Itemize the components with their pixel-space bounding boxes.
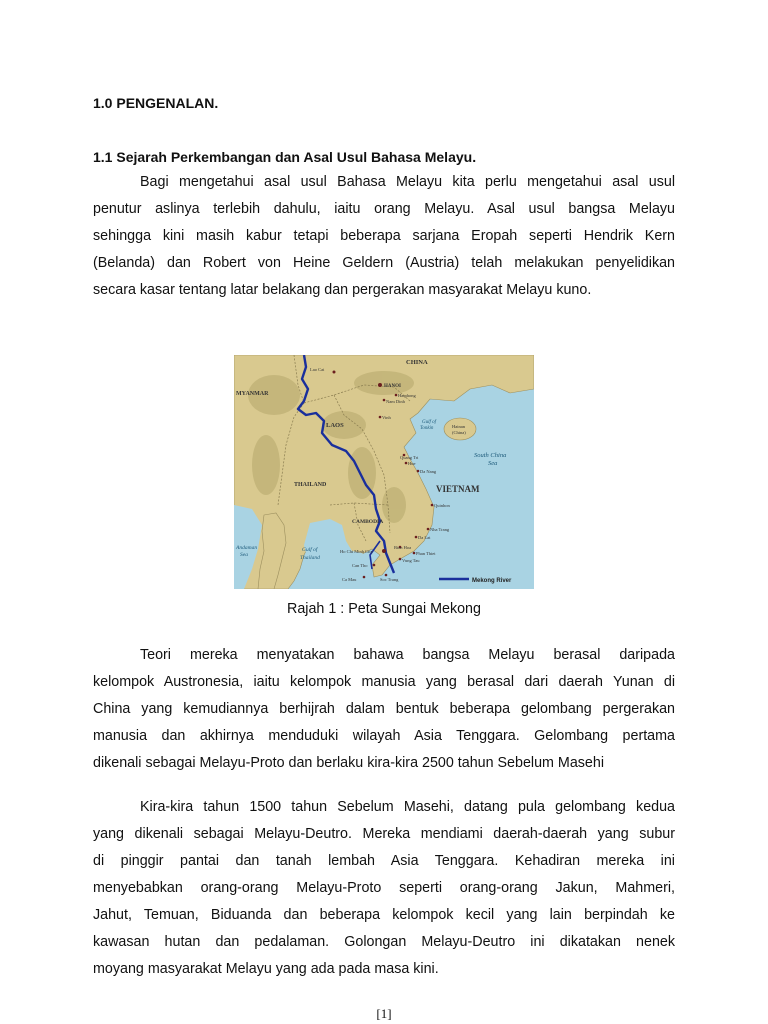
label-hainan-2: (China): [452, 430, 466, 435]
sub-heading: 1.1 Sejarah Perkembangan dan Asal Usul Bahasa Melayu.: [93, 149, 477, 165]
para1-line-1: Bagi mengetahui asal usul Bahasa Melayu kita perlu mengetahui asal usul: [140, 174, 675, 190]
para1-line-4: (Belanda) dan Robert von Heine Geldern (Austria) telah melakukan penyelidikan: [93, 255, 675, 271]
label-nam-dinh: Nam Dinh: [386, 399, 405, 404]
paragraph-3: [93, 794, 675, 983]
label-cambodia: CAMBODIA: [352, 519, 384, 525]
label-phan-thiet: Phan Thiet: [416, 551, 436, 556]
para3-line-1: Kira-kira tahun 1500 tahun Sebelum Masehi, datang pula gelombang kedua: [140, 799, 675, 815]
label-gulf-tonkin-1: Gulf of: [422, 420, 437, 425]
figure-caption: Rajah 1 : Peta Sungai Mekong: [287, 601, 481, 617]
label-south-china-sea-2: Sea: [488, 460, 498, 467]
para2-line-5: dikenali sebagai Melayu-Proto dan berlaku kira-kira 2500 tahun Sebelum Masehi: [93, 755, 605, 771]
para1-line-5: secara kasar tentang latar belakang dan pergerakan masyarakat Melayu kuno.: [93, 282, 592, 298]
para3-line-3: di pinggir pantai dan tanah lembah Asia Tenggara. Kehadiran mereka ini: [93, 853, 675, 869]
para2-line-3: China yang kemudiannya berhijrah dalam bentuk beberapa gelombang pergerakan: [93, 701, 675, 717]
label-nha-trang: Nha Trang: [430, 527, 450, 532]
paragraph-2: [93, 642, 675, 777]
label-vietnam: VIETNAM: [436, 484, 480, 494]
label-soc-trang: Soc Trang: [380, 577, 399, 582]
legend-label: Mekong River: [472, 578, 512, 584]
label-thailand: THAILAND: [294, 482, 327, 488]
para3-line-4: menyebabkan orang-orang Melayu-Proto seperti orang-orang Jakun, Mahmeri,: [93, 880, 675, 896]
label-hainan-1: Hainan: [452, 424, 465, 429]
label-bien-hoa: Bien Hoa: [394, 545, 412, 550]
label-laos: LAOS: [326, 422, 344, 429]
main-heading: 1.0 PENGENALAN.: [93, 95, 219, 111]
label-hue: Hue: [408, 461, 416, 466]
label-lao-cai: Lao Cai: [310, 367, 325, 372]
para2-line-2: kelompok Austronesia, iaitu kelompok manusia yang berasal dari daerah Yunan di: [93, 674, 675, 690]
label-gulf-tonkin-2: Tonkin: [420, 426, 434, 431]
para1-line-2: penutur aslinya terlebih dahulu, iaitu orang Melayu. Asal usul bangsa Melayu: [93, 201, 675, 217]
label-ho-chi-minh: Ho Chi Minh City: [340, 549, 373, 554]
hainan-island: [444, 418, 476, 440]
label-gulf-thailand-2: Thailand: [300, 555, 320, 561]
label-hanoi: HANOI: [384, 384, 401, 389]
label-andaman-2: Sea: [240, 552, 248, 558]
para2-line-4: manusia dan akhirnya menduduki wilayah Asia Tenggara. Gelombang pertama: [93, 728, 675, 744]
para1-line-3: sehingga kini masih kabur tetapi beberapa sarjana Eropah seperti Hendrik Kern: [93, 228, 675, 244]
label-quy-nhon: Quinhon: [434, 503, 450, 508]
para3-line-6: kawasan hutan dan pedalaman. Golongan Melayu-Deutro ini dikatakan nenek: [93, 934, 675, 950]
para3-line-2: yang dikenali sebagai Melayu-Deutro. Mereka mendiami daerah-daerah yang subur: [93, 826, 675, 842]
label-ca-mau: Ca Mau: [342, 577, 357, 582]
para2-line-1: Teori mereka menyatakan bahawa bangsa Melayu berasal daripada: [140, 647, 675, 663]
mekong-river-map: [234, 355, 534, 589]
label-myanmar: MYANMAR: [236, 391, 269, 397]
para3-line-7: moyang masyarakat Melayu yang ada pada masa kini.: [93, 961, 439, 977]
label-gulf-thailand-1: Gulf of: [302, 547, 318, 553]
label-da-lat: Da Lat: [418, 535, 431, 540]
para3-line-5: Jahut, Temuan, Biduanda dan beberapa kelompok kecil yang lain berpindah ke: [93, 907, 675, 923]
label-vinh: Vinh: [382, 415, 391, 420]
label-can-tho: Can Tho: [352, 563, 368, 568]
label-china: CHINA: [406, 359, 428, 366]
label-south-china-sea-1: South China: [474, 452, 507, 459]
label-andaman-1: Andaman: [236, 545, 258, 551]
paragraph-1: [93, 169, 675, 304]
label-vung-tau: Vung Tau: [402, 558, 420, 563]
page-number: [1]: [376, 1006, 392, 1021]
label-da-nang: Da Nang: [420, 469, 437, 474]
label-haiphong: Haiphong: [398, 393, 416, 398]
label-quang-tri: Quang Tri: [400, 455, 419, 460]
